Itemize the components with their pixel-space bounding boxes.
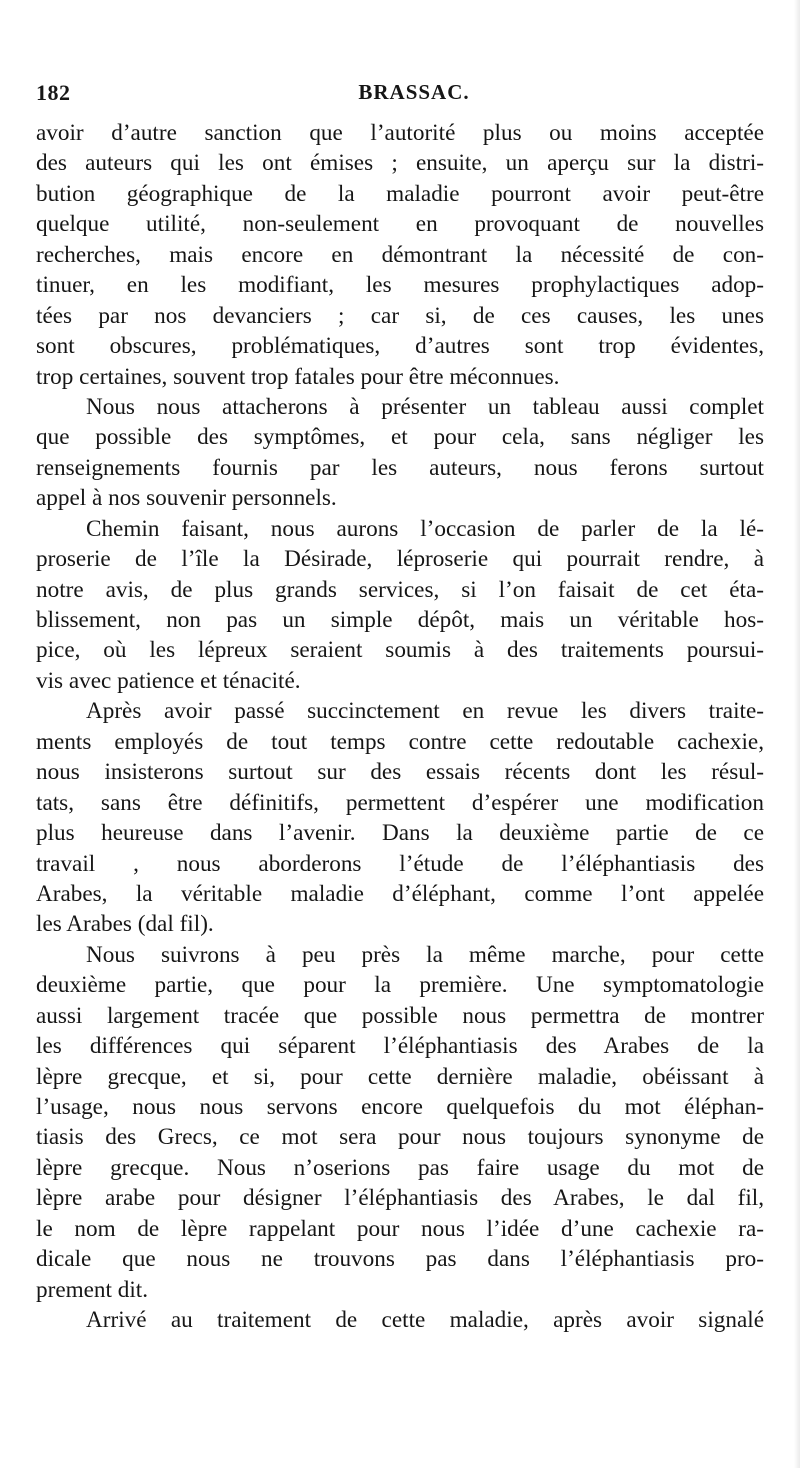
- text-line: Après avoir passé succinctement en revue les divers traite-: [86, 698, 764, 725]
- text-line: nous insisterons surtout sur des essais récents dont les résul-: [36, 759, 764, 786]
- text-line: lèpre arabe pour désigner l’éléphantiasis des Arabes, le dal fil,: [36, 1185, 764, 1212]
- text-line: tées par nos devanciers ; car si, de ces causes, les unes: [36, 302, 764, 329]
- text-line: tinuer, en les modifiant, les mesures prophylactiques adop-: [36, 272, 764, 299]
- text-line: les Arabes (dal fil).: [36, 911, 214, 938]
- text-line: Chemin faisant, nous aurons l’occasion de parler de la lé-: [86, 515, 764, 542]
- text-line: prement dit.: [36, 1276, 149, 1303]
- text-line: quelque utilité, non-seulement en provoquant de nouvelles: [36, 211, 764, 238]
- text-line: aussi largement tracée que possible nous permettra de montrer: [36, 1002, 764, 1029]
- text-line: les différences qui séparent l’éléphantiasis des Arabes de la: [36, 1033, 764, 1060]
- body-text: [36, 118, 764, 1336]
- text-line: avoir d’autre sanction que l’autorité plus ou moins acceptée: [36, 120, 764, 146]
- text-line: lèpre grecque, et si, pour cette dernière maladie, obéissant à: [36, 1063, 764, 1090]
- text-line: sont obscures, problématiques, d’autres sont trop évidentes,: [36, 333, 764, 360]
- text-line: le nom de lèpre rappelant pour nous l’idée d’une cachexie ra-: [36, 1215, 764, 1242]
- text-line: Arabes, la véritable maladie d’éléphant, comme l’ont appelée: [36, 880, 764, 907]
- text-line: appel à nos souvenir personnels.: [36, 485, 337, 512]
- text-line: Nous nous attacherons à présenter un tableau aussi complet: [86, 393, 764, 420]
- text-line: que possible des symptômes, et pour cela, sans négliger les: [36, 424, 764, 451]
- text-line: recherches, mais encore en démontrant la nécessité de con-: [36, 241, 764, 268]
- text-line: travail , nous aborderons l’étude de l’éléphantiasis des: [36, 850, 764, 877]
- text-line: lèpre grecque. Nous n’oserions pas faire usage du mot de: [36, 1154, 764, 1181]
- text-line: ments employés de tout temps contre cette redoutable cachexie,: [36, 728, 764, 755]
- text-line: des auteurs qui les ont émises ; ensuite, un aperçu sur la distri-: [36, 150, 764, 177]
- text-line: proserie de l’île la Désirade, léproserie qui pourrait rendre, à: [36, 546, 764, 573]
- text-line: tats, sans être définitifs, permettent d’espérer une modification: [36, 789, 764, 816]
- running-title: BRASSAC.: [358, 80, 470, 104]
- text-line: dicale que nous ne trouvons pas dans l’éléphantiasis pro-: [36, 1246, 764, 1273]
- text-line: Arrivé au traitement de cette maladie, après avoir signalé: [86, 1307, 764, 1334]
- text-line: vis avec patience et ténacité.: [36, 667, 301, 694]
- text-line: blissement, non pas un simple dépôt, mais un véritable hos-: [36, 607, 764, 633]
- text-line: Nous suivrons à peu près la même marche, pour cette: [86, 941, 764, 968]
- text-line: l’usage, nous nous servons encore quelquefois du mot éléphan-: [36, 1094, 764, 1120]
- text-line: deuxième partie, que pour la première. Une symptomatologie: [36, 972, 764, 999]
- text-line: notre avis, de plus grands services, si l’on faisait de cet éta-: [36, 576, 764, 603]
- text-line: renseignements fournis par les auteurs, nous ferons surtout: [36, 454, 764, 481]
- page-number: 182: [36, 80, 71, 105]
- text-line: plus heureuse dans l’avenir. Dans la deuxième partie de ce: [36, 820, 764, 847]
- text-line: tiasis des Grecs, ce mot sera pour nous toujours synonyme de: [36, 1124, 764, 1151]
- text-line: trop certaines, souvent trop fatales pour être méconnues.: [36, 363, 560, 390]
- running-head: [36, 80, 764, 110]
- text-line: pice, où les lépreux seraient soumis à des traitements poursui-: [36, 637, 764, 664]
- text-line: bution géographique de la maladie pourront avoir peut-être: [36, 180, 764, 207]
